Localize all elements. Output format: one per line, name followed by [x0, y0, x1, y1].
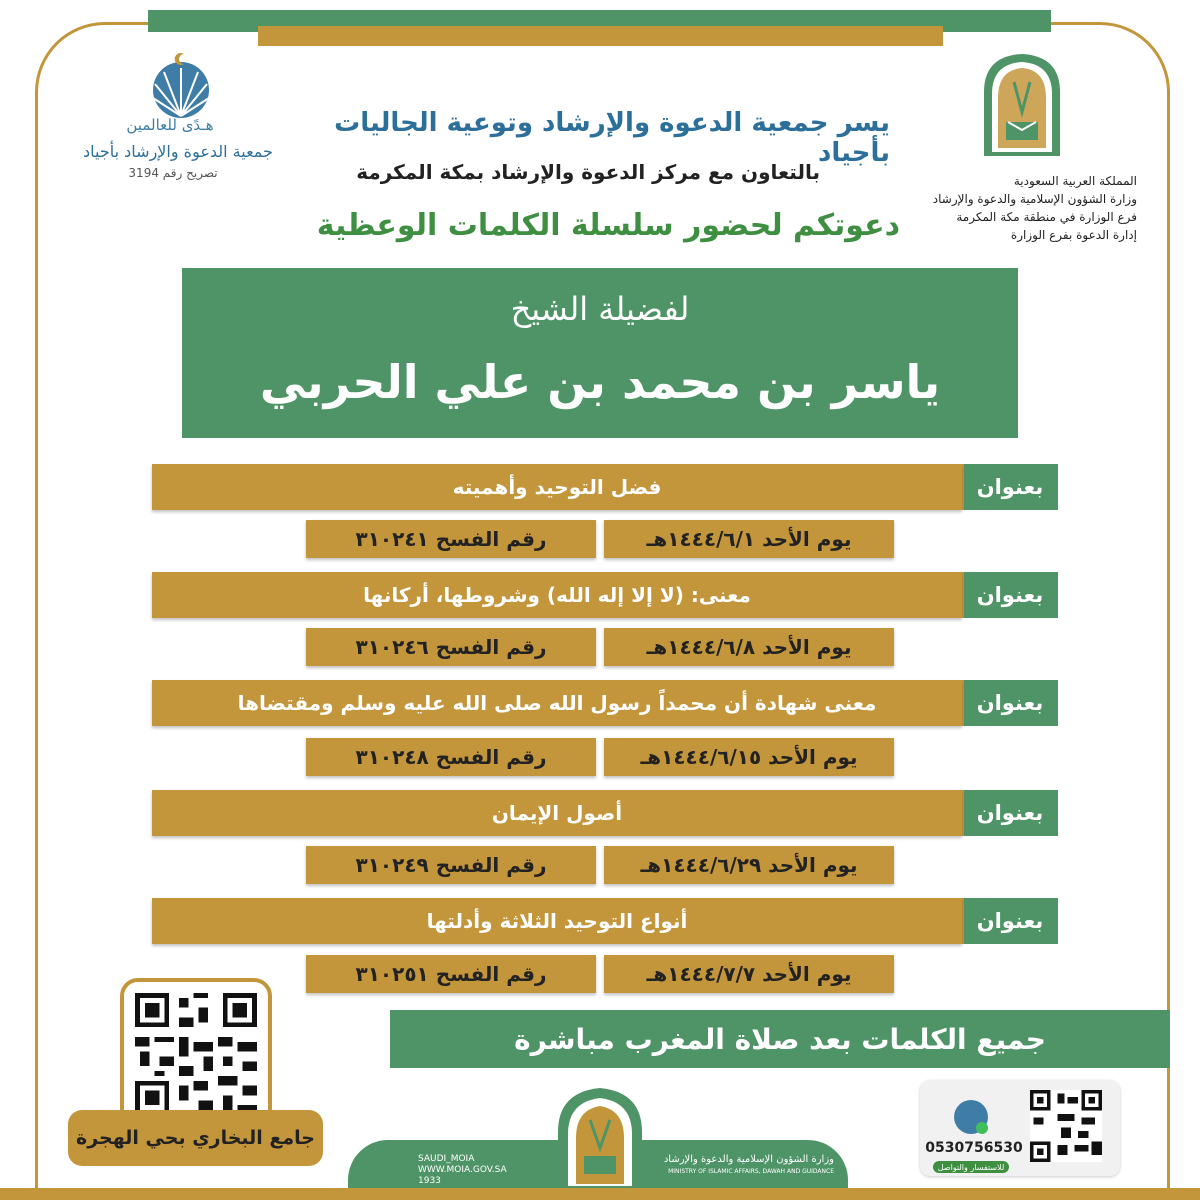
lecture-fasah: رقم الفسح ٣١٠٢٤٨: [306, 738, 596, 776]
ministry-line: وزارة الشؤون الإسلامية والدعوة والإرشاد: [932, 192, 1137, 206]
header-line-2: بالتعاون مع مركز الدعوة والإرشاد بمكة المكرمة: [356, 160, 820, 184]
header-line-3: دعوتكم لحضور سلسلة الكلمات الوعظية: [316, 208, 900, 243]
moia-logo-icon: [980, 52, 1064, 156]
qr-code-icon[interactable]: [1030, 1090, 1102, 1162]
social-website[interactable]: WWW.MOIA.GOV.SA: [418, 1165, 507, 1175]
lecture-fasah: رقم الفسح ٣١٠٢٤٦: [306, 628, 596, 666]
ministry-line: إدارة الدعوة بفرع الوزارة: [1010, 228, 1137, 242]
sheikh-title: لفضيلة الشيخ: [510, 290, 690, 328]
lecture-date: يوم الأحد ١٤٤٤/٧/٧هـ: [604, 955, 894, 993]
label-box: بعنوان: [962, 898, 1058, 944]
lecture-title: أنواع التوحيد الثلاثة وأدلتها: [152, 898, 962, 944]
huda-logo-icon: [952, 1098, 990, 1136]
huda-permit: تصريح رقم 3194: [128, 166, 218, 180]
label-box: بعنوان: [962, 464, 1058, 510]
label-box: بعنوان: [962, 680, 1058, 726]
ministry-line: المملكة العربية السعودية: [1013, 174, 1137, 188]
moia-logo-icon: [550, 1086, 650, 1186]
contact-phone[interactable]: 0530756530: [925, 1140, 1023, 1156]
lecture-title: أصول الإيمان: [152, 790, 962, 836]
top-gold-strip: [258, 26, 943, 46]
footer-ministry: [654, 1154, 834, 1178]
huda-brand: هـدًى للعالمين: [126, 116, 214, 134]
huda-logo-icon: [146, 50, 216, 120]
huda-name: جمعية الدعوة والإرشاد بأجياد: [83, 142, 273, 161]
lecture-date: يوم الأحد ١٤٤٤/٦/١هـ: [604, 520, 894, 558]
lecture-fasah: رقم الفسح ٣١٠٢٤١: [306, 520, 596, 558]
lecture-date: يوم الأحد ١٤٤٤/٦/١٥هـ: [604, 738, 894, 776]
qr-code-icon[interactable]: [135, 993, 257, 1115]
lecture-title: معنى شهادة أن محمداً رسول الله صلى الله عليه وسلم ومقتضاها: [152, 680, 962, 726]
footer-ministry-ar: وزارة الشؤون الإسلامية والدعوة والإرشاد: [663, 1154, 834, 1165]
lecture-fasah: رقم الفسح ٣١٠٢٤٩: [306, 846, 596, 884]
ministry-line: فرع الوزارة في منطقة مكة المكرمة: [956, 210, 1137, 224]
maghrib-banner: جميع الكلمات بعد صلاة المغرب مباشرة: [390, 1010, 1170, 1068]
ministry-text: [932, 172, 1137, 244]
social-handle[interactable]: SAUDI_MOIA: [418, 1154, 475, 1164]
lecture-date: يوم الأحد ١٤٤٤/٦/٢٩هـ: [604, 846, 894, 884]
label-box: بعنوان: [962, 790, 1058, 836]
label-box: بعنوان: [962, 572, 1058, 618]
bottom-gold-bar: [0, 1188, 1200, 1200]
social-phone[interactable]: 1933: [418, 1176, 441, 1186]
mosque-location: جامع البخاري بحي الهجرة: [68, 1110, 323, 1166]
header-line-1: يسر جمعية الدعوة والإرشاد وتوعية الجاليات بأجياد: [334, 108, 890, 168]
social-links: [418, 1154, 558, 1187]
lecture-fasah: رقم الفسح ٣١٠٢٥١: [306, 955, 596, 993]
lecture-date: يوم الأحد ١٤٤٤/٦/٨هـ: [604, 628, 894, 666]
contact-label: للاستفسار والتواصل: [933, 1161, 1009, 1173]
lecture-title: فضل التوحيد وأهميته: [152, 464, 962, 510]
sheikh-name: ياسر بن محمد بن علي الحربي: [259, 355, 941, 409]
lecture-title: معنى: (لا إلا إله الله) وشروطها، أركانها: [152, 572, 962, 618]
footer-ministry-en: MINISTRY OF ISLAMIC AFFAIRS, DAWAH AND GUIDANCE: [668, 1168, 834, 1175]
